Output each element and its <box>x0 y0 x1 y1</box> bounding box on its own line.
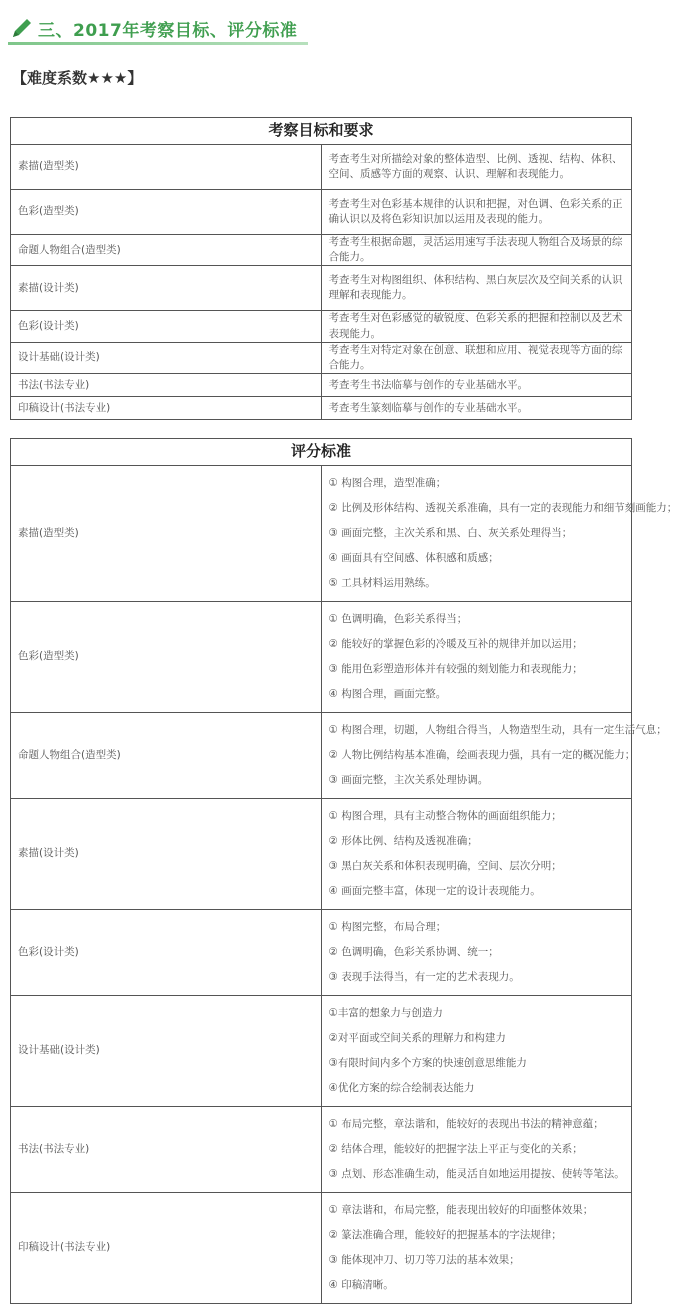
table-row <box>11 397 632 420</box>
criteria-item: ① 构图合理，造型准确； <box>328 477 447 489</box>
table-row <box>11 996 632 1107</box>
criteria-item: ① 构图完整，布局合理； <box>328 921 447 933</box>
table-row <box>11 145 632 190</box>
criteria-item: ①丰富的想象力与创造力 <box>328 1007 443 1019</box>
description-cell: 考查考生根据命题，灵活运用速写手法表现人物组合及场景的综合能力。 <box>321 235 632 266</box>
criteria-item: ② 结体合理，能较好的把握字法上平正与变化的关系； <box>328 1143 583 1155</box>
criteria-list <box>329 799 625 909</box>
criteria-item: ③ 画面完整，主次关系处理协调。 <box>328 774 489 786</box>
category-cell: 书法(书法专业) <box>11 1107 322 1193</box>
description-cell: 考查考生对色彩基本规律的认识和把握，对色调、色彩关系的正确认识以及将色彩知识加以运用及表现的能力。 <box>321 190 632 235</box>
criteria-list <box>329 996 625 1106</box>
table-row <box>11 311 632 342</box>
criteria-item: ②对平面或空间关系的理解力和构建力 <box>328 1032 506 1044</box>
category-cell: 设计基础(设计类) <box>11 342 322 373</box>
category-cell: 色彩(造型类) <box>11 602 322 713</box>
category-cell: 命题人物组合(造型类) <box>11 235 322 266</box>
table-row <box>11 266 632 311</box>
criteria-item: ② 人物比例结构基本准确，绘画表现力强，具有一定的概况能力； <box>328 749 636 761</box>
title-underline <box>8 42 308 45</box>
description-cell: 考查考生对构图组织、体积结构、黑白灰层次及空间关系的认识理解和表现能力。 <box>321 266 632 311</box>
table-row <box>11 1193 632 1304</box>
criteria-item: ① 色调明确，色彩关系得当； <box>328 613 468 625</box>
criteria-list <box>329 1107 625 1192</box>
criteria-cell <box>321 1107 632 1193</box>
criteria-cell <box>321 910 632 996</box>
criteria-item: ② 形体比例、结构及透视准确； <box>328 835 478 847</box>
category-cell: 素描(造型类) <box>11 145 322 190</box>
criteria-item: ① 布局完整，章法谐和，能较好的表现出书法的精神意蕴； <box>328 1118 604 1130</box>
criteria-cell <box>321 602 632 713</box>
table-row <box>11 1107 632 1193</box>
criteria-title: 评分标准 <box>11 439 632 466</box>
description-cell: 考查考生书法临摹与创作的专业基础水平。 <box>321 374 632 397</box>
criteria-list <box>329 910 625 995</box>
criteria-item: ③有限时间内多个方案的快速创意思维能力 <box>328 1057 527 1069</box>
criteria-item: ③ 点划、形态准确生动，能灵活自如地运用提按、使转等笔法。 <box>328 1168 625 1180</box>
criteria-item: ① 构图合理，切题，人物组合得当，人物造型生动，具有一定生活气息； <box>328 724 667 736</box>
table-row <box>11 190 632 235</box>
table-row <box>11 374 632 397</box>
table-row <box>11 466 632 602</box>
criteria-item: ④ 画面完整丰富，体现一定的设计表现能力。 <box>328 885 541 897</box>
criteria-list <box>328 466 677 601</box>
criteria-list <box>328 713 667 798</box>
category-cell: 色彩(设计类) <box>11 910 322 996</box>
criteria-item: ② 篆法准确合理，能较好的把握基本的字法规律； <box>328 1229 562 1241</box>
category-cell: 色彩(造型类) <box>11 190 322 235</box>
criteria-item: ① 章法谐和，布局完整，能表现出较好的印面整体效果； <box>328 1204 594 1216</box>
table-row <box>11 342 632 373</box>
objectives-table <box>10 117 632 420</box>
table-row <box>11 799 632 910</box>
category-cell: 素描(造型类) <box>11 466 322 602</box>
table-row <box>11 235 632 266</box>
table-row <box>11 910 632 996</box>
criteria-item: ③ 能体现冲刀、切刀等刀法的基本效果； <box>328 1254 520 1266</box>
criteria-item: ③ 画面完整，主次关系和黑、白、灰关系处理得当； <box>328 527 573 539</box>
criteria-item: ④ 印稿清晰。 <box>328 1279 394 1291</box>
description-cell: 考查考生篆刻临摹与创作的专业基础水平。 <box>321 397 632 420</box>
description-cell: 考查考生对所描绘对象的整体造型、比例、透视、结构、体积、空间、质感等方面的观察、认识、理解和表现能力。 <box>321 145 632 190</box>
criteria-cell <box>321 799 632 910</box>
criteria-item: ④ 构图合理，画面完整。 <box>328 688 447 700</box>
table-row <box>11 602 632 713</box>
criteria-table <box>10 438 677 1304</box>
objectives-header-row <box>11 118 632 145</box>
criteria-body <box>11 466 677 1304</box>
criteria-list <box>329 1193 625 1303</box>
objectives-title: 考察目标和要求 <box>11 118 632 145</box>
criteria-list <box>329 602 625 712</box>
table-row <box>11 713 632 799</box>
criteria-item: ② 比例及形体结构、透视关系准确，具有一定的表现能力和细节刻画能力； <box>328 502 677 514</box>
category-cell: 素描(设计类) <box>11 799 322 910</box>
category-cell: 素描(设计类) <box>11 266 322 311</box>
criteria-cell <box>321 466 677 602</box>
category-cell: 设计基础(设计类) <box>11 996 322 1107</box>
criteria-cell <box>321 713 667 799</box>
description-cell: 考查考生对特定对象在创意、联想和应用、视觉表现等方面的综合能力。 <box>321 342 632 373</box>
criteria-item: ③ 表现手法得当，有一定的艺术表现力。 <box>328 971 520 983</box>
criteria-item: ② 能较好的掌握色彩的冷暖及互补的规律并加以运用； <box>328 638 583 650</box>
category-cell: 书法(书法专业) <box>11 374 322 397</box>
criteria-item: ③ 黑白灰关系和体积表现明确，空间、层次分明； <box>328 860 562 872</box>
category-cell: 印稿设计(书法专业) <box>11 397 322 420</box>
criteria-header-row <box>11 439 632 466</box>
criteria-item: ⑤ 工具材料运用熟练。 <box>328 577 436 589</box>
criteria-item: ③ 能用色彩塑造形体并有较强的刻划能力和表现能力； <box>328 663 583 675</box>
criteria-item: ① 构图合理，具有主动整合物体的画面组织能力； <box>328 810 562 822</box>
category-cell: 命题人物组合(造型类) <box>11 713 322 799</box>
criteria-cell <box>321 1193 632 1304</box>
criteria-item: ④ 画面具有空间感、体积感和质感； <box>328 552 499 564</box>
criteria-cell <box>321 996 632 1107</box>
criteria-item: ② 色调明确，色彩关系协调、统一； <box>328 946 499 958</box>
category-cell: 印稿设计(书法专业) <box>11 1193 322 1304</box>
difficulty-label: 【难度系数★★★】 <box>12 69 143 87</box>
section-title: 三、2017年考察目标、评分标准 <box>38 21 298 41</box>
pen-icon <box>10 16 34 40</box>
section-header <box>8 8 308 42</box>
description-cell: 考查考生对色彩感觉的敏锐度、色彩关系的把握和控制以及艺术表现能力。 <box>321 311 632 342</box>
category-cell: 色彩(设计类) <box>11 311 322 342</box>
criteria-item: ④优化方案的综合绘制表达能力 <box>328 1082 475 1094</box>
